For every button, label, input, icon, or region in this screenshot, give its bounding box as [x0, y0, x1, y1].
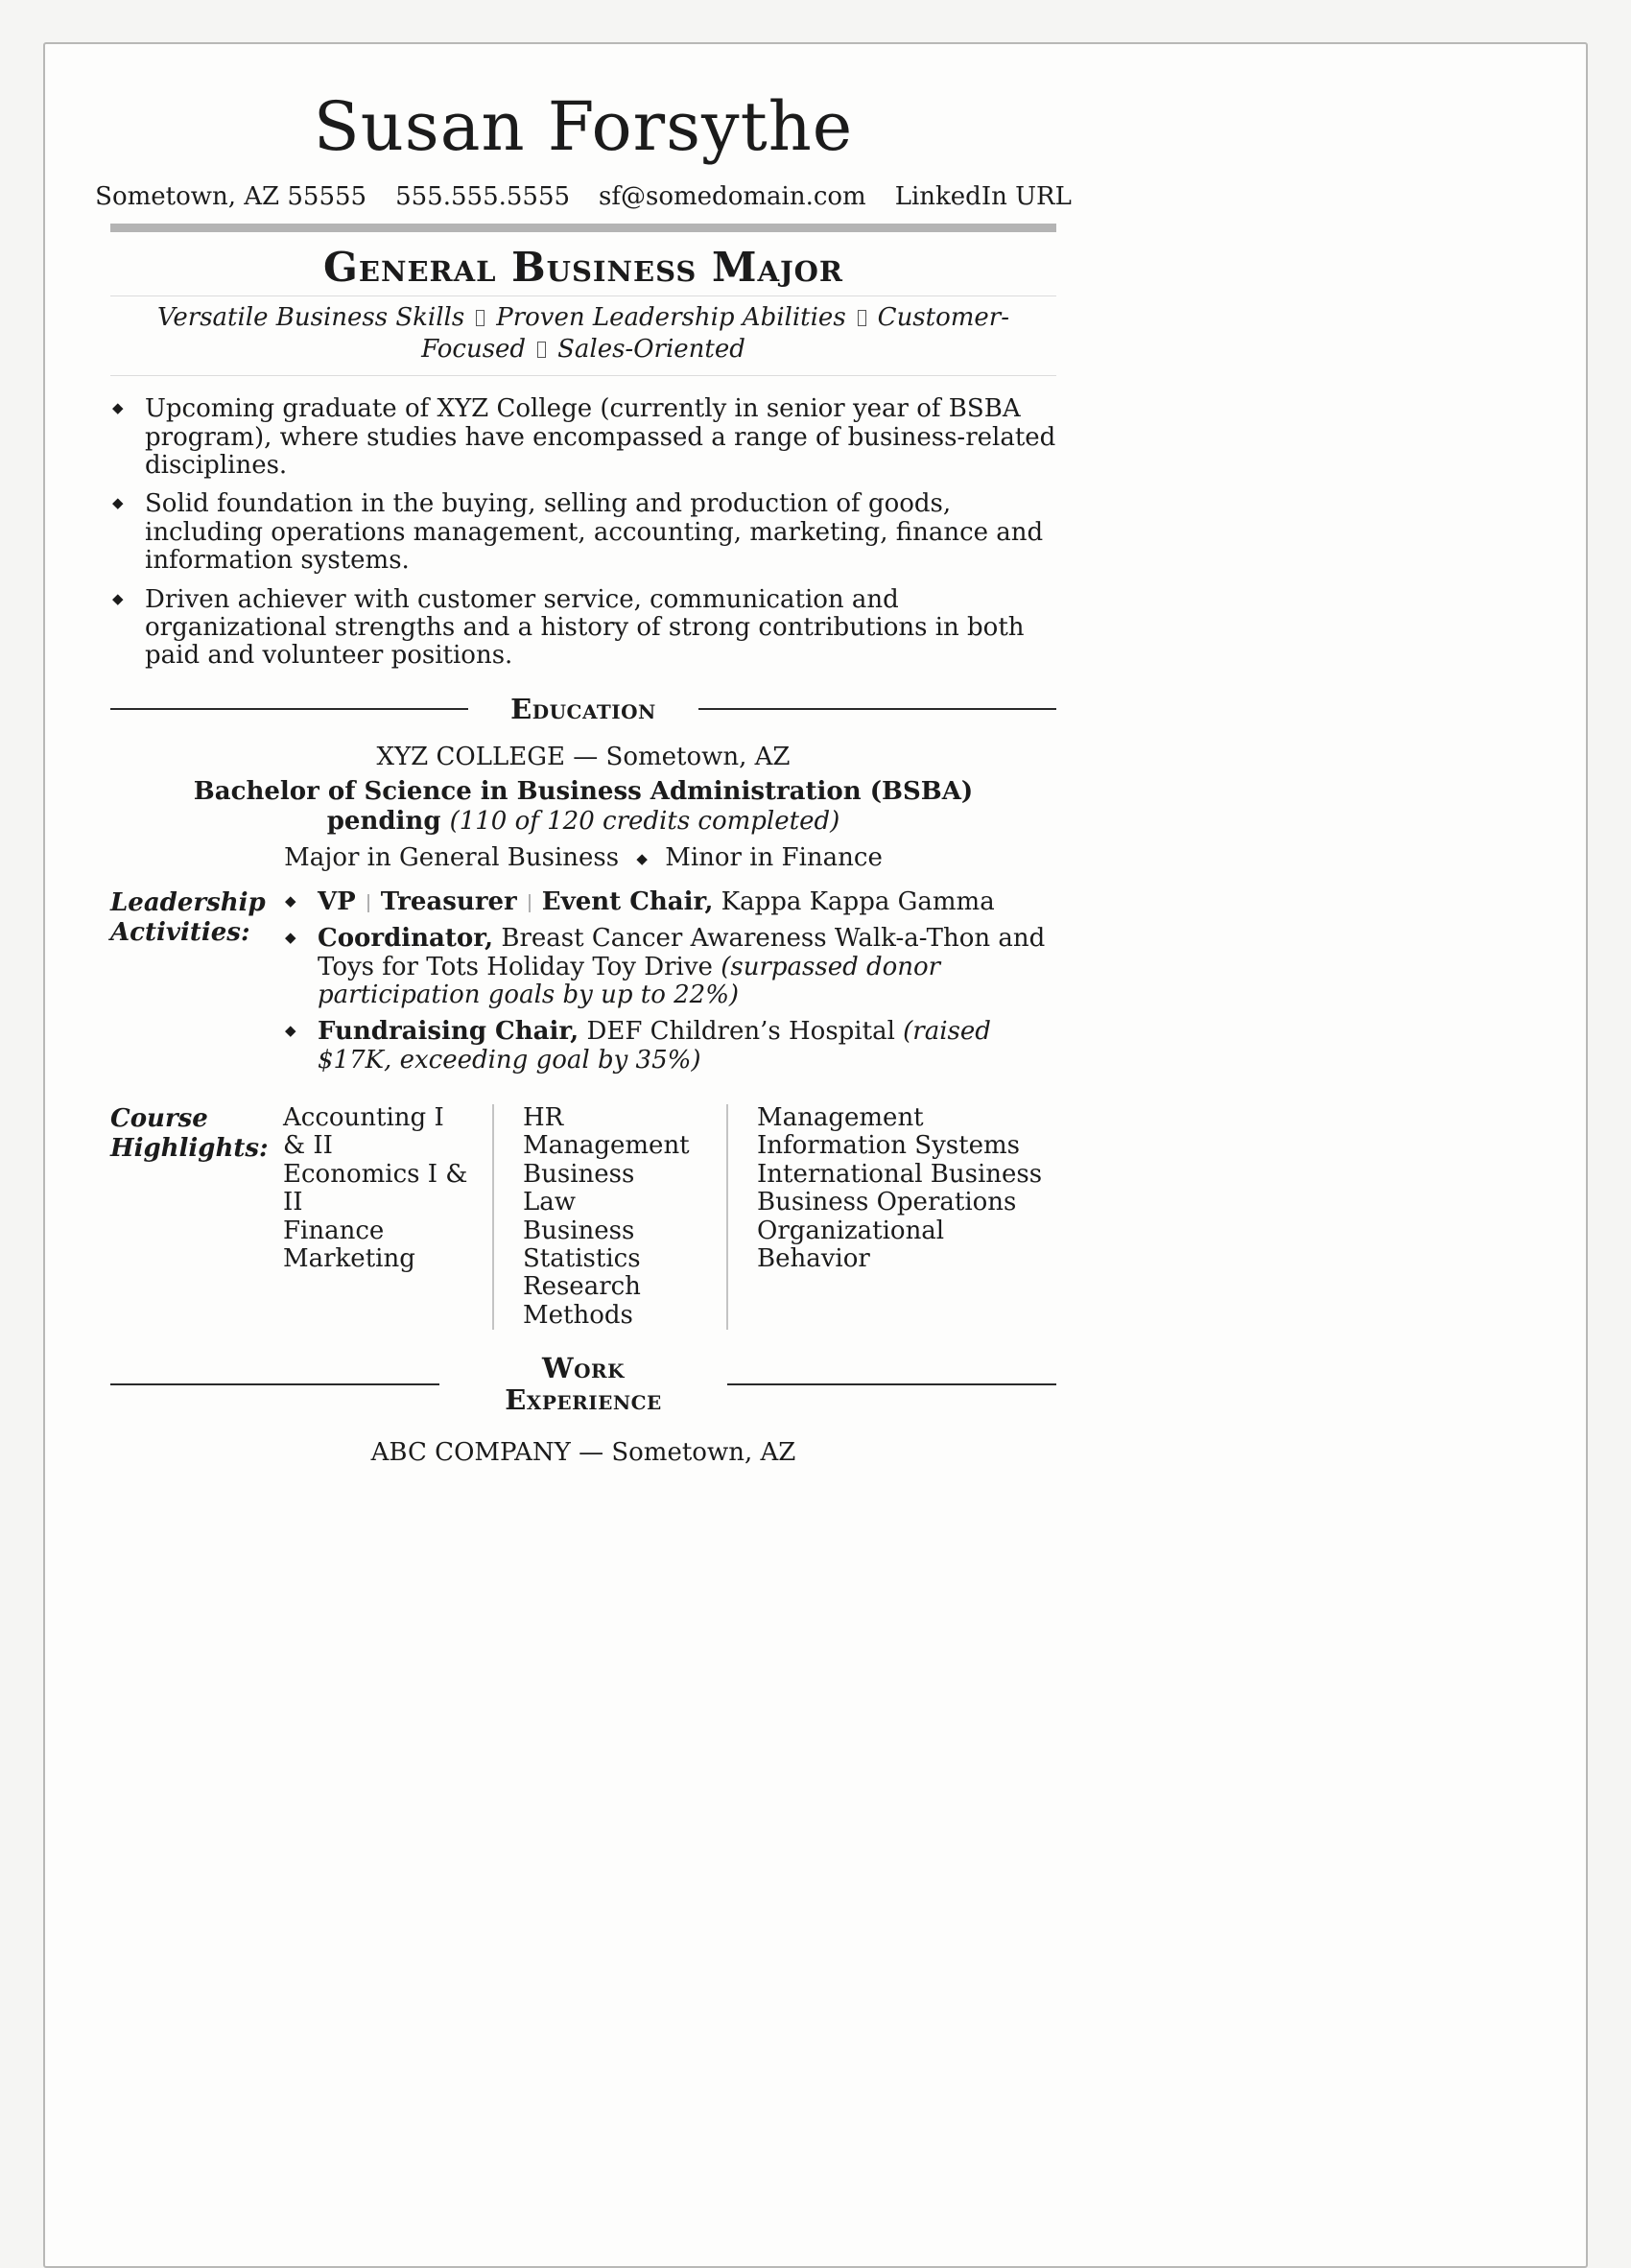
course-highlights-row: [110, 1104, 1056, 1330]
education-heading-label: Education: [510, 692, 656, 725]
course-item: Business Statistics: [523, 1216, 641, 1273]
summary-bullet-text: Solid foundation in the buying, selling and production of goods, including operations management, accounting, marketing, finance and information systems.: [145, 489, 1044, 576]
course-item: Economics I & II: [283, 1159, 468, 1217]
resume-headline-title: General Business Major: [322, 243, 844, 291]
pipe-separator-icon: [367, 894, 369, 912]
diamond-bullet-icon: ◆: [285, 891, 296, 910]
diamond-bullet-icon: ◆: [112, 399, 124, 417]
tagline-item: Customer-Focused: [421, 302, 1010, 365]
summary-bullet-text: Driven achiever with customer service, communication and organizational strengths and a history of strong contributions in both paid and volunteer positions.: [145, 584, 1025, 671]
leadership-item: [283, 925, 1056, 1009]
course-columns: [283, 1104, 1056, 1330]
course-item: Research Methods: [523, 1272, 641, 1330]
school-line: XYZ COLLEGE — Sometown, AZ: [376, 743, 791, 771]
contact-phone: 555.555.5555: [395, 181, 571, 211]
leadership-item-text: [318, 887, 995, 916]
headline-tagline: [110, 295, 1056, 377]
leadership-note: (surpassed donor participation goals by up to 22%): [318, 952, 941, 1009]
course-column-2: [492, 1104, 726, 1330]
work-heading-label: Work Experience: [505, 1352, 662, 1417]
leadership-activities-row: [110, 888, 1056, 1083]
leadership-org: Kappa Kappa Gamma: [721, 886, 995, 916]
minor-text: Minor in Finance: [665, 842, 883, 872]
course-item: Organizational Behavior: [757, 1216, 945, 1273]
contact-line: [95, 181, 1072, 211]
contact-linkedin: LinkedIn URL: [894, 181, 1072, 211]
leadership-activities-label: Leadership Activities:: [110, 887, 266, 947]
course-item: Finance: [283, 1216, 385, 1245]
summary-section: [110, 395, 1056, 670]
major-minor-line: [110, 843, 1056, 873]
leadership-detail: Breast Cancer Awareness Walk-a-Thon and Toys for Tots Holiday Toy Drive: [318, 924, 1046, 981]
heading-rule: [110, 1383, 439, 1385]
tagline-item: Proven Leadership Abilities: [496, 302, 846, 332]
leadership-role: Coordinator,: [318, 924, 494, 954]
leadership-detail: DEF Children’s Hospital: [586, 1017, 895, 1047]
header-divider-bar: [110, 224, 1056, 232]
person-name: Susan Forsythe: [313, 87, 854, 166]
degree-note: (110 of 120 credits completed): [449, 807, 840, 837]
leadership-item: [283, 888, 1056, 916]
summary-bullet: [110, 395, 1056, 480]
heading-rule: [727, 1383, 1056, 1385]
course-item: Marketing: [283, 1243, 415, 1273]
diamond-bullet-icon: ◆: [112, 589, 124, 607]
leadership-role: Treasurer: [380, 886, 517, 916]
resume-page: [43, 42, 1588, 2268]
company-line: ABC COMPANY — Sometown, AZ: [370, 1437, 796, 1467]
summary-bullet: [110, 490, 1056, 575]
leadership-item-text: [318, 1017, 991, 1074]
tagline-item: Versatile Business Skills: [156, 302, 465, 332]
course-column-1: [283, 1104, 492, 1330]
box-separator-icon: [858, 310, 866, 326]
course-item: Accounting I & II: [283, 1103, 444, 1161]
heading-rule: [110, 708, 468, 710]
course-item: HR Management: [523, 1103, 690, 1161]
degree-line: [110, 777, 1056, 837]
diamond-bullet-icon: ◆: [285, 929, 296, 947]
leadership-item: [283, 1018, 1056, 1075]
course-item: Business Operations: [757, 1188, 1017, 1217]
tagline-item: Sales-Oriented: [557, 335, 745, 365]
leadership-role: Fundraising Chair,: [318, 1017, 579, 1047]
diamond-bullet-icon: ◆: [112, 494, 124, 512]
box-separator-icon: [537, 342, 546, 358]
course-column-3: [726, 1104, 1056, 1330]
pipe-separator-icon: [529, 894, 531, 912]
contact-location: Sometown, AZ 55555: [95, 181, 367, 211]
heading-rule: [698, 708, 1056, 710]
leadership-note: (raised $17K, exceeding goal by 35%): [318, 1017, 991, 1075]
diamond-separator-icon: ◆: [636, 849, 648, 867]
leadership-activities-list: [283, 888, 1056, 1083]
degree-name: Bachelor of Science in Business Administration (BSBA) pending: [193, 777, 974, 837]
summary-bullet: [110, 586, 1056, 671]
resume-content: [95, 44, 1072, 1468]
box-separator-icon: [476, 310, 485, 326]
contact-email: sf@somedomain.com: [599, 181, 866, 211]
course-item: Business Law: [523, 1159, 635, 1217]
course-item: Management Information Systems: [757, 1103, 1020, 1161]
leadership-item-text: [318, 924, 1045, 1009]
major-text: Major in General Business: [284, 842, 620, 872]
course-highlights-label: Course Highlights:: [110, 1104, 269, 1164]
leadership-role: VP: [318, 886, 356, 916]
course-item: International Business: [757, 1159, 1043, 1189]
leadership-role: Event Chair,: [541, 886, 714, 916]
summary-bullet-text: Upcoming graduate of XYZ College (currently in senior year of BSBA program), where studies have encompassed a range of business-related disciplines.: [145, 394, 1056, 481]
section-heading-education: [110, 694, 1056, 725]
diamond-bullet-icon: ◆: [285, 1022, 296, 1040]
section-heading-work-experience: [110, 1353, 1056, 1417]
